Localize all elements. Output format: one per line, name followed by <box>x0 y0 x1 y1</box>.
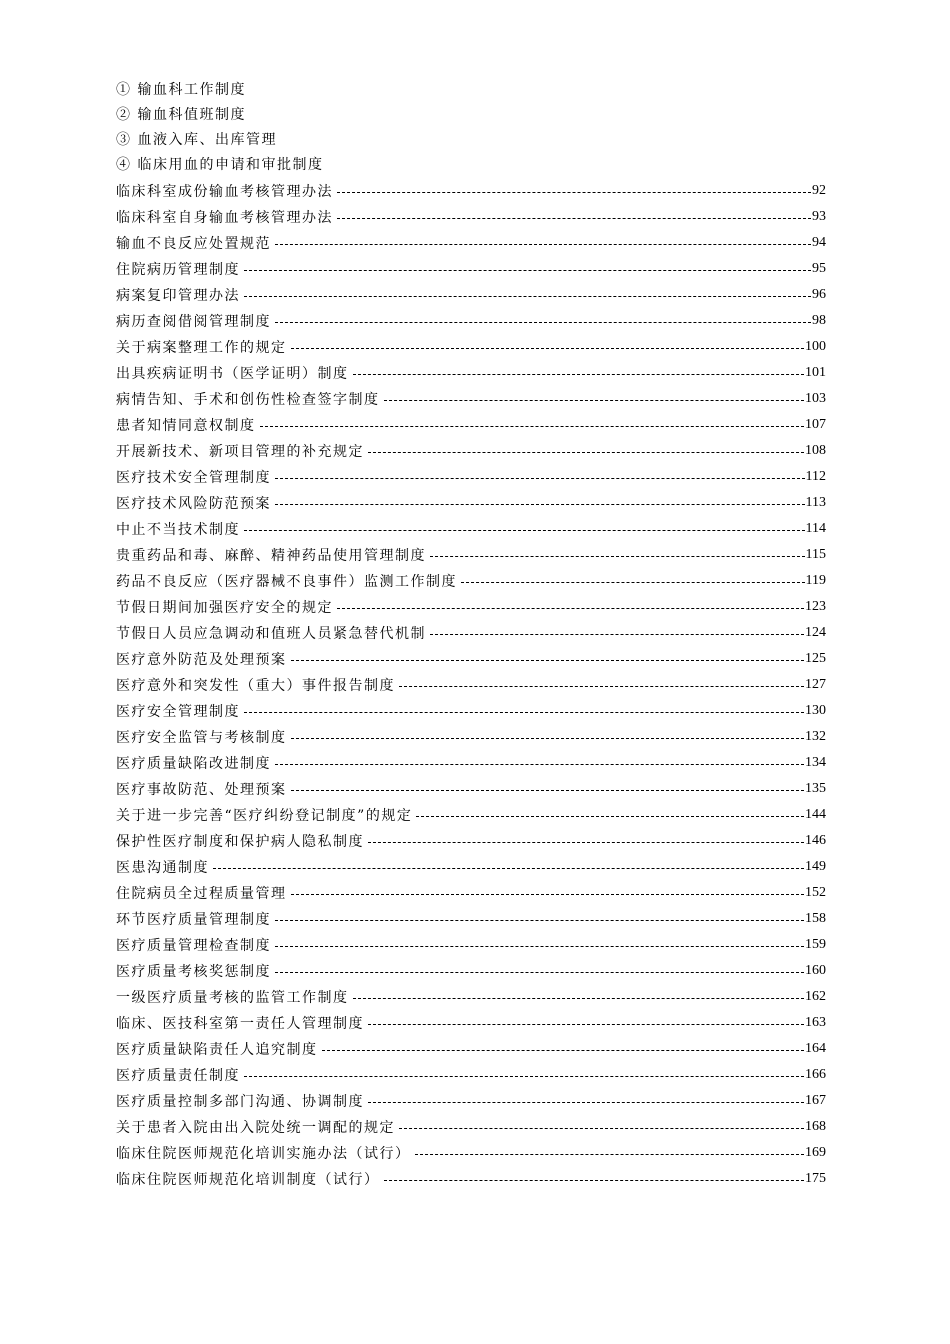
toc-entry[interactable] <box>116 1036 826 1062</box>
toc-entry-page-number: 166 <box>805 1067 826 1082</box>
toc-entry-title: 医疗技术风险防范预案 <box>116 496 271 512</box>
sub-item-list <box>116 78 826 178</box>
toc-entry-page-number: 169 <box>805 1145 826 1160</box>
toc-entry-page-number: 159 <box>805 937 826 952</box>
toc-entry-page-number: 134 <box>805 755 826 770</box>
toc-entry[interactable] <box>116 750 826 776</box>
dot-leader <box>368 1024 804 1025</box>
toc-entry-title: 病历查阅借阅管理制度 <box>116 314 271 330</box>
toc-entry-title: 住院病员全过程质量管理 <box>116 886 287 902</box>
sub-item: ④ 临床用血的申请和审批制度 <box>116 157 324 173</box>
sub-item: ③ 血液入库、出库管理 <box>116 132 277 148</box>
toc-entry-title: 临床住院医师规范化培训实施办法（试行） <box>116 1146 411 1162</box>
dot-leader <box>384 1180 805 1181</box>
toc-entry-page-number: 112 <box>805 469 826 484</box>
toc-entry-title: 关于患者入院由出入院处统一调配的规定 <box>116 1120 395 1136</box>
toc-entry[interactable] <box>116 542 826 568</box>
toc-entry[interactable] <box>116 204 826 230</box>
toc-entry[interactable] <box>116 1010 826 1036</box>
toc-entry-page-number: 158 <box>805 911 826 926</box>
dot-leader <box>275 504 805 505</box>
toc-entry[interactable] <box>116 516 826 542</box>
toc-entry-title: 医疗意外和突发性（重大）事件报告制度 <box>116 678 395 694</box>
dot-leader <box>399 686 804 687</box>
toc-entry-title: 中止不当技术制度 <box>116 522 240 538</box>
toc-entry-page-number: 167 <box>805 1093 826 1108</box>
dot-leader <box>291 348 805 349</box>
dot-leader <box>322 1050 805 1051</box>
dot-leader <box>275 244 811 245</box>
toc-entry-title: 节假日期间加强医疗安全的规定 <box>116 600 333 616</box>
dot-leader <box>291 894 805 895</box>
toc-entry[interactable] <box>116 802 826 828</box>
dot-leader <box>213 868 804 869</box>
toc-entry-title: 关于病案整理工作的规定 <box>116 340 287 356</box>
toc-entry[interactable] <box>116 776 826 802</box>
toc-entry-title: 病案复印管理办法 <box>116 288 240 304</box>
toc-entry[interactable] <box>116 646 826 672</box>
toc-entry[interactable] <box>116 412 826 438</box>
dot-leader <box>291 660 805 661</box>
toc-entry-page-number: 123 <box>805 599 826 614</box>
toc-entry-title: 环节医疗质量管理制度 <box>116 912 271 928</box>
toc-entry-title: 医疗质量责任制度 <box>116 1068 240 1084</box>
toc-entry-title: 住院病历管理制度 <box>116 262 240 278</box>
toc-entry-page-number: 125 <box>805 651 826 666</box>
toc-entry-page-number: 149 <box>805 859 826 874</box>
toc-entry-page-number: 103 <box>805 391 826 406</box>
toc-entry-title: 临床、医技科室第一责任人管理制度 <box>116 1016 364 1032</box>
toc-entry-title: 医疗事故防范、处理预案 <box>116 782 287 798</box>
toc-entry-page-number: 152 <box>805 885 826 900</box>
toc-entry-page-number: 175 <box>805 1171 826 1186</box>
toc-entry-title: 医疗安全监管与考核制度 <box>116 730 287 746</box>
table-of-contents <box>116 78 826 1192</box>
dot-leader <box>244 296 811 297</box>
toc-entry-list <box>116 178 826 1192</box>
dot-leader <box>430 556 805 557</box>
toc-entry[interactable] <box>116 386 826 412</box>
dot-leader <box>275 478 805 479</box>
toc-entry-page-number: 160 <box>805 963 826 978</box>
dot-leader <box>384 400 805 401</box>
toc-entry[interactable] <box>116 1166 826 1192</box>
toc-entry[interactable] <box>116 724 826 750</box>
toc-entry-title: 药品不良反应（医疗器械不良事件）监测工作制度 <box>116 574 457 590</box>
toc-entry[interactable] <box>116 334 826 360</box>
dot-leader <box>368 1102 804 1103</box>
toc-entry-page-number: 163 <box>805 1015 826 1030</box>
toc-entry-page-number: 127 <box>805 677 826 692</box>
toc-entry-page-number: 101 <box>805 365 826 380</box>
toc-entry-page-number: 135 <box>805 781 826 796</box>
toc-entry-title: 贵重药品和毒、麻醉、精神药品使用管理制度 <box>116 548 426 564</box>
toc-entry[interactable] <box>116 984 826 1010</box>
dot-leader <box>415 1154 805 1155</box>
sub-item: ① 输血科工作制度 <box>116 82 246 98</box>
toc-entry-title: 节假日人员应急调动和值班人员紧急替代机制 <box>116 626 426 642</box>
dot-leader <box>461 582 805 583</box>
toc-entry-title: 医疗意外防范及处理预案 <box>116 652 287 668</box>
toc-entry-page-number: 95 <box>812 261 826 276</box>
toc-entry[interactable] <box>116 282 826 308</box>
toc-entry[interactable] <box>116 360 826 386</box>
toc-entry-page-number: 100 <box>805 339 826 354</box>
toc-entry-page-number: 93 <box>812 209 826 224</box>
dot-leader <box>368 842 804 843</box>
dot-leader <box>291 738 805 739</box>
toc-entry-page-number: 108 <box>805 443 826 458</box>
dot-leader <box>291 790 805 791</box>
toc-entry-title: 临床科室自身输血考核管理办法 <box>116 210 333 226</box>
toc-entry-title: 一级医疗质量考核的监管工作制度 <box>116 990 349 1006</box>
toc-entry[interactable] <box>116 906 826 932</box>
toc-entry-page-number: 144 <box>805 807 826 822</box>
toc-entry[interactable] <box>116 464 826 490</box>
dot-leader <box>260 426 805 427</box>
toc-entry-title: 输血不良反应处置规范 <box>116 236 271 252</box>
toc-entry[interactable] <box>116 256 826 282</box>
toc-entry-page-number: 130 <box>805 703 826 718</box>
dot-leader <box>399 1128 804 1129</box>
dot-leader <box>244 1076 804 1077</box>
toc-entry-page-number: 164 <box>805 1041 826 1056</box>
toc-entry-title: 医疗质量控制多部门沟通、协调制度 <box>116 1094 364 1110</box>
dot-leader <box>416 816 804 817</box>
toc-entry-title: 医疗技术安全管理制度 <box>116 470 271 486</box>
dot-leader <box>275 322 811 323</box>
toc-entry-title: 关于进一步完善“医疗纠纷登记制度”的规定 <box>116 808 413 824</box>
toc-entry-title: 病情告知、手术和创伤性检查签字制度 <box>116 392 380 408</box>
toc-entry[interactable] <box>116 568 826 594</box>
toc-entry[interactable] <box>116 490 826 516</box>
toc-entry-title: 临床科室成份输血考核管理办法 <box>116 184 333 200</box>
dot-leader <box>337 218 811 219</box>
toc-entry-page-number: 132 <box>805 729 826 744</box>
toc-entry-page-number: 168 <box>805 1119 826 1134</box>
dot-leader <box>368 452 804 453</box>
toc-entry-page-number: 96 <box>812 287 826 302</box>
toc-entry-title: 医疗质量缺陷责任人追究制度 <box>116 1042 318 1058</box>
toc-entry-page-number: 119 <box>805 573 826 588</box>
toc-entry[interactable] <box>116 698 826 724</box>
dot-leader <box>337 192 811 193</box>
toc-entry-title: 医患沟通制度 <box>116 860 209 876</box>
dot-leader <box>244 712 804 713</box>
dot-leader <box>275 946 804 947</box>
toc-entry[interactable] <box>116 828 826 854</box>
toc-entry-page-number: 94 <box>812 235 826 250</box>
toc-entry-title: 医疗安全管理制度 <box>116 704 240 720</box>
toc-entry[interactable] <box>116 1088 826 1114</box>
dot-leader <box>337 608 804 609</box>
dot-leader <box>275 920 804 921</box>
toc-entry-title: 医疗质量管理检查制度 <box>116 938 271 954</box>
toc-entry[interactable] <box>116 854 826 880</box>
toc-entry[interactable] <box>116 178 826 204</box>
toc-entry-page-number: 114 <box>805 521 826 536</box>
toc-entry[interactable] <box>116 958 826 984</box>
toc-entry[interactable] <box>116 1062 826 1088</box>
dot-leader <box>275 764 804 765</box>
sub-item: ② 输血科值班制度 <box>116 107 246 123</box>
toc-entry-page-number: 107 <box>805 417 826 432</box>
toc-entry[interactable] <box>116 594 826 620</box>
dot-leader <box>430 634 804 635</box>
toc-entry[interactable] <box>116 620 826 646</box>
dot-leader <box>244 270 811 271</box>
toc-entry-page-number: 113 <box>805 495 826 510</box>
toc-entry[interactable] <box>116 308 826 334</box>
toc-entry-page-number: 162 <box>805 989 826 1004</box>
toc-entry[interactable] <box>116 932 826 958</box>
dot-leader <box>353 998 805 999</box>
toc-entry[interactable] <box>116 1114 826 1140</box>
toc-entry[interactable] <box>116 880 826 906</box>
toc-entry-title: 临床住院医师规范化培训制度（试行） <box>116 1172 380 1188</box>
toc-entry-title: 出具疾病证明书（医学证明）制度 <box>116 366 349 382</box>
dot-leader <box>275 972 804 973</box>
toc-entry-title: 开展新技术、新项目管理的补充规定 <box>116 444 364 460</box>
toc-entry-title: 医疗质量考核奖惩制度 <box>116 964 271 980</box>
toc-entry[interactable] <box>116 438 826 464</box>
toc-entry-page-number: 146 <box>805 833 826 848</box>
dot-leader <box>353 374 805 375</box>
toc-entry[interactable] <box>116 1140 826 1166</box>
toc-entry[interactable] <box>116 672 826 698</box>
toc-entry[interactable] <box>116 230 826 256</box>
toc-entry-page-number: 98 <box>812 313 826 328</box>
toc-entry-title: 患者知情同意权制度 <box>116 418 256 434</box>
toc-entry-page-number: 92 <box>812 183 826 198</box>
dot-leader <box>244 530 805 531</box>
toc-entry-page-number: 124 <box>805 625 826 640</box>
toc-entry-page-number: 115 <box>805 547 826 562</box>
toc-entry-title: 保护性医疗制度和保护病人隐私制度 <box>116 834 364 850</box>
toc-entry-title: 医疗质量缺陷改进制度 <box>116 756 271 772</box>
